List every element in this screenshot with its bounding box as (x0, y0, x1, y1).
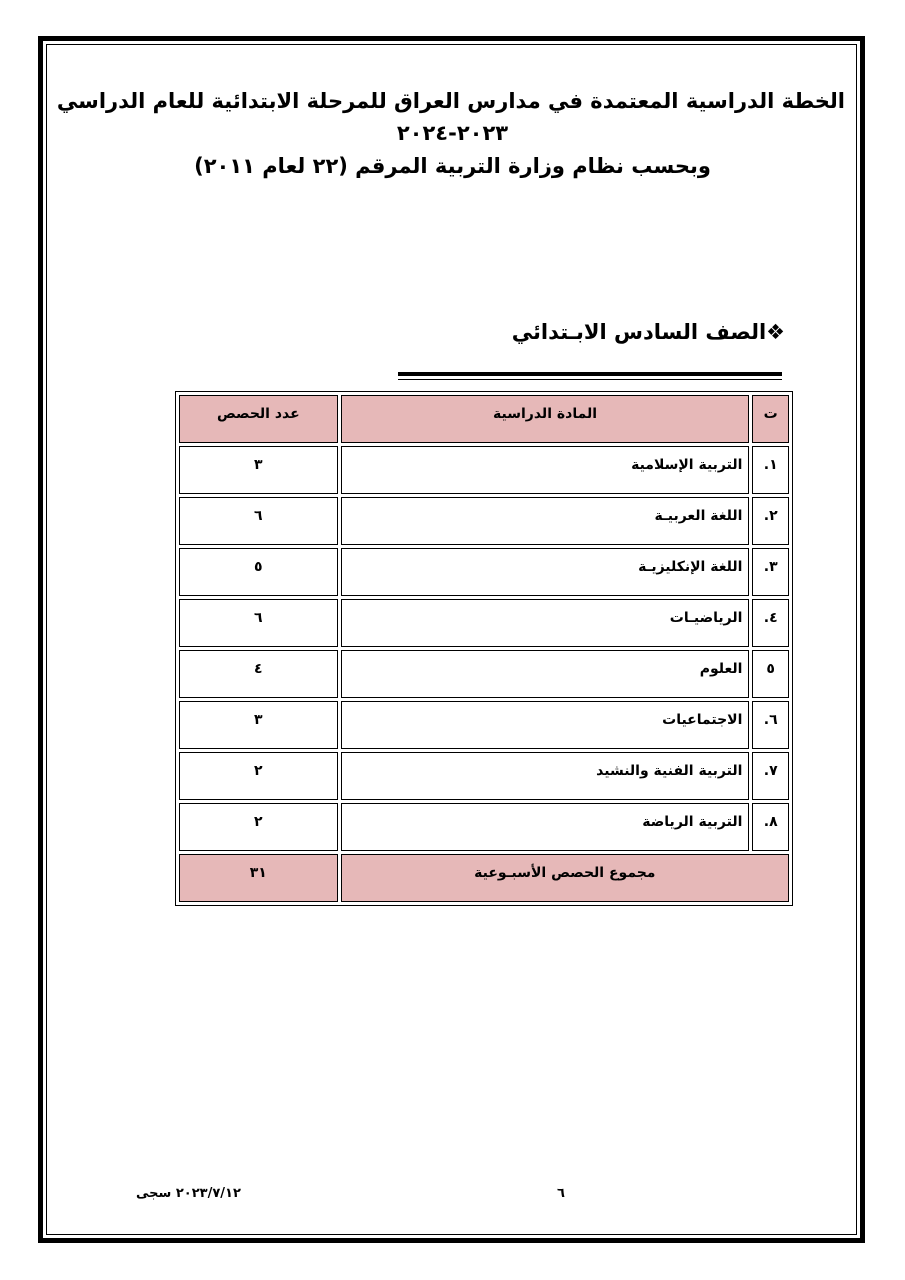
title-line-1: الخطة الدراسية المعتمدة في مدارس العراق للمرحلة الابتدائية للعام الدراسي (56, 89, 845, 113)
header-number: ت (752, 395, 789, 443)
table-row (179, 497, 789, 545)
heading-underline-thin (398, 379, 782, 380)
row-number: ٤. (752, 599, 789, 647)
table-row (179, 701, 789, 749)
row-subject: اللغة الإنكليزيـة (341, 548, 750, 596)
total-label: مجموع الحصص الأسبـوعية (341, 854, 789, 902)
table-row (179, 752, 789, 800)
section-heading-text: الصف السادس الابـتدائي (511, 320, 767, 344)
row-number: ٣. (752, 548, 789, 596)
row-subject: اللغة العربيـة (341, 497, 750, 545)
title-academic-year: ٢٠٢٣-٢٠٢٤ (396, 121, 509, 145)
row-period-count: ٢ (179, 803, 338, 851)
row-subject: التربية الإسلامية (341, 446, 750, 494)
table-row (179, 446, 789, 494)
row-number: ٥ (752, 650, 789, 698)
row-period-count: ٣ (179, 446, 338, 494)
total-period-count: ٣١ (179, 854, 338, 902)
document-title (56, 84, 845, 184)
row-number: ١. (752, 446, 789, 494)
heading-underline-thick (398, 372, 782, 376)
row-subject: التربية الرياضة (341, 803, 750, 851)
section-heading (512, 320, 785, 344)
table-row (179, 599, 789, 647)
footer-author-date: ٢٠٢٣/٧/١٢ سجى (136, 1186, 241, 1201)
row-period-count: ٦ (179, 497, 338, 545)
row-subject: العلوم (341, 650, 750, 698)
row-subject: الاجتماعيات (341, 701, 750, 749)
row-number: ٦. (752, 701, 789, 749)
row-period-count: ٦ (179, 599, 338, 647)
title-ministry-regulation: وبحسب نظام وزارة التربية المرقم (٢٢ لعام ٢٠١١) (194, 154, 711, 178)
row-number: ٧. (752, 752, 789, 800)
diamond-bullet-icon: ❖ (766, 320, 785, 344)
row-subject: التربية الفنية والنشيد (341, 752, 750, 800)
table-total-row (179, 854, 789, 902)
row-period-count: ٤ (179, 650, 338, 698)
table-row (179, 803, 789, 851)
header-period-count: عدد الحصص (179, 395, 338, 443)
table-row (179, 548, 789, 596)
header-subject: المادة الدراسية (341, 395, 750, 443)
row-period-count: ٥ (179, 548, 338, 596)
row-period-count: ٢ (179, 752, 338, 800)
table-row (179, 650, 789, 698)
table-header-row (179, 395, 789, 443)
curriculum-table (175, 391, 793, 906)
row-number: ٢. (752, 497, 789, 545)
row-period-count: ٣ (179, 701, 338, 749)
row-subject: الرياضيـات (341, 599, 750, 647)
page-number: ٦ (557, 1186, 565, 1201)
row-number: ٨. (752, 803, 789, 851)
